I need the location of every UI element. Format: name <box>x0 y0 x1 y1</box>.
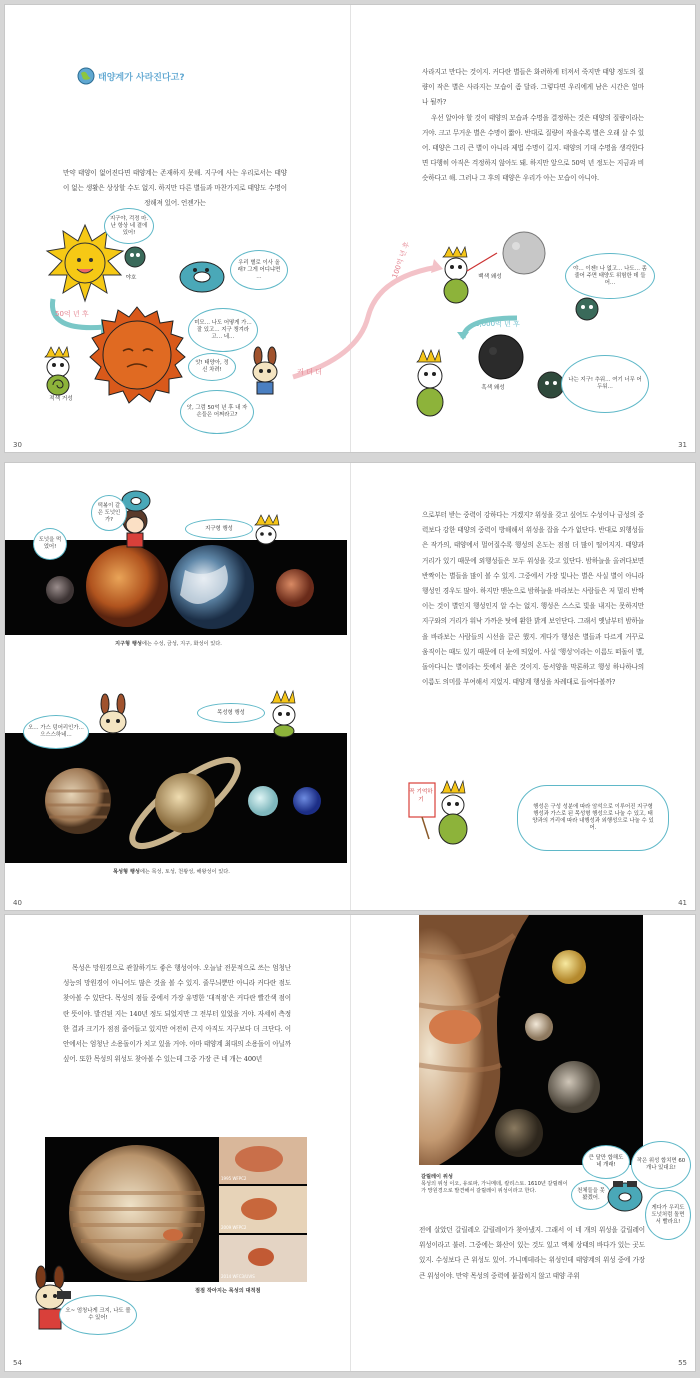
black-dwarf-illustration <box>477 333 525 381</box>
speech-bubble: 나는 지구! 추워… 여기 너무 어두워… <box>561 355 649 413</box>
body-text-left: 만약 태양이 없어진다면 태양계는 존재하지 못해. 지구에 사는 우리로서는 태양이 없는 생활은 상상할 수도 없지. 하지만 다른 별들과 마찬가지로 태양도 수명이 정해져 있어. 언젠가는 <box>63 169 287 208</box>
label-after: 1,000억 년 후 <box>475 320 520 328</box>
mercury <box>46 576 74 604</box>
guide-character <box>41 347 75 397</box>
caption-bold: 지구형 행성 <box>115 641 142 647</box>
image-label: 1995 WFPC2 <box>221 1176 247 1181</box>
caption-text: 에는 목성, 토성, 천왕성, 해왕성이 있다. <box>139 869 230 875</box>
photo-caption: 점점 작아지는 목성의 대적점 <box>195 1288 261 1294</box>
label-black-dwarf: 흑색 왜성 <box>481 385 505 391</box>
galilean-moons-photo <box>419 915 643 1165</box>
gutter <box>350 915 351 1371</box>
io <box>552 950 586 984</box>
speech-bubble: 우리 별로 이사 올래? 그게 어디냐면 … <box>230 250 288 290</box>
handwritten-note: 야호 <box>125 275 137 281</box>
rabbit-character <box>248 348 282 398</box>
speech-bubble: 지구야, 걱정 마. 난 항상 네 곁에 있어! <box>104 208 154 244</box>
reminder-sign: 꼭 기억하기 <box>409 789 433 803</box>
body-text-right <box>422 65 644 219</box>
europa <box>525 1013 553 1041</box>
speech-bubble: 큰 달만 합해도 네 개래! <box>582 1145 630 1179</box>
paragraph: 사라지고 만다는 것이지. 커다란 별들은 화려하게 터져서 죽지만 태양 정도의 질량이 작은 별은 사라지는 모습이 좀 달라. 그렇다면 우리에게 남은 시간은 얼마나 될까? <box>422 68 644 107</box>
speech-bubble: 작은 위성 합치면 60개나 있대요! <box>631 1141 691 1189</box>
spread-pages-54-55 <box>4 914 696 1372</box>
speech-bubble: 지구형 행성 <box>185 519 253 539</box>
donut-character <box>605 1175 645 1215</box>
label-white-dwarf: 백색 왜성 <box>478 274 502 280</box>
gutter <box>350 463 351 910</box>
label-after: 50억 년 후 <box>55 310 89 318</box>
callisto <box>495 1109 543 1157</box>
body-text-left <box>63 961 291 1121</box>
speech-bubble: 야… 이젠! 나 없고… 나도… 좀 줄어 주면 태양도 위험한 데 들어… <box>565 253 655 299</box>
section-title: 태양계가 사라진다고? <box>98 73 185 83</box>
label-red-giant: 적색 거성 <box>49 396 73 402</box>
caption-bold: 목성형 행성 <box>113 869 140 875</box>
speech-bubble: 앗! 태양아, 정신 차려! <box>188 353 236 381</box>
red-giant-illustration <box>87 305 187 405</box>
guide-character <box>265 691 305 735</box>
page-number: 55 <box>678 1359 687 1367</box>
image-label: 2014 WFC3/UVIS <box>221 1274 255 1279</box>
guide-character <box>437 247 475 307</box>
spread-pages-40-41 <box>4 462 696 911</box>
white-dwarf-illustration <box>501 230 547 276</box>
caption-text: 목성의 위성 이오, 유로파, 가니메데, 칼리스토. 1610년 갈릴레이가 망원경으로 발견해서 갈릴레이 위성이라고 한다. <box>421 1181 568 1194</box>
speech-bubble: 오~ 엄청나게 크지, 나도 볼 수 있어! <box>59 1295 137 1335</box>
jovian-planets-photo <box>5 733 347 863</box>
venus <box>86 545 168 627</box>
page-number: 31 <box>678 441 687 449</box>
earth-character <box>573 295 601 323</box>
image-label: 2009 WFPC2 <box>221 1225 247 1230</box>
jupiter <box>45 768 111 834</box>
guide-character <box>251 515 281 549</box>
speech-bubble: 앗, 그럼 50억 년 후 내 자손들은 어쩌라고? <box>180 390 254 434</box>
caption-text: 에는 수성, 금성, 지구, 화성이 있다. <box>141 641 222 647</box>
speech-bubble: 도넛을 먹었어! <box>33 528 67 560</box>
rabbit-character <box>93 695 133 741</box>
red-spot-series <box>219 1137 307 1282</box>
guide-character <box>409 350 453 420</box>
donut-character <box>177 257 227 297</box>
speech-bubble: 천체들을 못 봤겠어. <box>571 1180 611 1210</box>
great-red-spot <box>429 1010 481 1044</box>
body-text-right: 전에 살았던 갈릴레오 갈릴레이가 찾아냈지. 그래서 이 네 개의 위성을 갈릴레이 위성이라고 불러. 그중에는 화산이 있는 것도 있고 액체 상태의 바다가 있는 곳도 있지. 수성보다 큰 위성도 있어. 가니메데라는 위성인데 태양계의 위성 중에 가장 큰 위성이야. 만약 목성의 중력에 붙잡히지 않고 태양 주위 <box>419 1226 645 1280</box>
memo-bubble: 행성은 구성 성분에 따라 암석으로 이루어진 지구형 행성과 가스로 된 목성형 행성으로 나눌 수 있고, 태양과의 거리에 따라 내행성과 외행성으로 나눌 수 있어. <box>517 785 669 851</box>
caption-title: 갈릴레이 위성 <box>421 1174 453 1180</box>
great-red-spot <box>163 1229 183 1241</box>
jupiter <box>69 1145 205 1281</box>
arrow-label: 커 더 더 <box>297 368 322 376</box>
speech-bubble: 목성형 행성 <box>197 703 265 723</box>
photo-caption <box>113 868 230 875</box>
page-number: 54 <box>13 1359 22 1367</box>
speech-bubble: 미모… 나도 어떻게 가… 잘 있고… 지구 챙겨라고… 네… <box>188 308 258 352</box>
speech-bubble: 게다가 우리도 도넛처럼 돌면서 빨라요! <box>645 1190 691 1240</box>
uranus <box>248 786 278 816</box>
earth-character <box>123 245 147 271</box>
mars <box>276 569 314 607</box>
ganymede <box>548 1061 600 1113</box>
red-spot-panels <box>219 1137 307 1282</box>
neptune <box>293 787 321 815</box>
paragraph: 우선 알아야 할 것이 태양의 모습과 수명을 결정하는 것은 태양의 질량이라는 거야. 크고 무거운 별은 수명이 짧아. 반대로 질량이 작을수록 별은 오래 살 수 있어. 태양은 그리 큰 별이 아니라 제법 수명이 길지. 태양의 기대 수명을 생각한다면 다행히 아직은 걱정하지 않아도 돼. 하지만 앞으로 50억 년 정도는 지금과 비슷하다고 해. 그러나 그 후의 태양은 우리가 아는 모습이 아니야. <box>422 113 644 183</box>
page-number: 40 <box>13 899 22 907</box>
spread-pages-30-31 <box>4 4 696 453</box>
globe-icon <box>77 67 95 85</box>
page-number: 41 <box>678 899 687 907</box>
speech-bubble: 오… 가스 덩어리인가… 으스스하네… <box>23 715 89 749</box>
saturn <box>155 773 215 833</box>
speech-bubble: 떡볶이 같은 도넛인가? <box>91 495 127 531</box>
galilean-moons <box>419 915 643 1165</box>
photo-caption <box>115 640 222 647</box>
paragraph: 목성은 망원경으로 관찰하기도 좋은 행성이야. 오늘날 전문적으로 쓰는 엄청난 성능의 망원경이 아니어도 많은 것을 볼 수 있지. 줄무늬뿐만 아니라 커다란 점도 찾아볼 수 있단다. 목성의 점들 중에서 가장 유명한 '대적점'은 커다란 빨간색 점이란 뜻이야. 발견된 지는 140년 정도 되었지만 그 전부터 있었을 거야. 자세히 측정한 결과 크기가 점점 줄어들고 있지만 여전히 큰지 아직도 지구보다 더 크단다. 이 안에서는 엄청난 소용돌이가 치고 있을 거야. 아마 태양계 최대의 소용돌이 아닐까 싶어. 또한 목성의 위성도 찾아볼 수 있는데 그중 가장 큰 네 개는 400년 <box>63 964 291 1064</box>
body-text-right: 으로부터 받는 중력이 강하다는 거겠지? 위성을 갖고 싶어도 수성이나 금성의 중력보다 강한 태양의 중력이 방해해서 위성을 잡을 수가 없단다. 반대로 외행성들은 작가의, 태양에서 멀어질수록 행성의 온도는 점점 더 많이 떨어지지. 태양과 거리가 있기 때문에 외행성들은 모두 위성을 갖고 있단다. 밤하늘을 올려다보면 반짝이는 별들을 많이 볼 수 있지. 그중에서 가장 빛나는 별은 사실 별이 아니라 행성인 경우도 많아. 하지만 맨눈으로 밤하늘을 바라보는 사람들은 저 멀리 반짝이는 것이 별인지 행성인지 알 수는 없지. 행성은 스스로 빛을 내지는 못하지만 지구와의 거리가 워낙 가까운 탓에 환한 밝게 보인단다. 그래서 옛날부터 밤하늘을 바라보는 사람들의 시선을 끌곤 했지. 게다가 행성은 별들과 다르게 거꾸로 움직이는 때도 있기 때문에 더 눈에 띄었어. 사실 '행성'이라는 이름도 떠돌이 별, 돌아다니는 별이라는 뜻에서 붙은 것이지. 동서양을 막론하고 행성 하나하나의 이름도 의미를 부여해서 지었지. 태양계 행성을 차례대로 들여다볼까? <box>422 511 644 687</box>
page-number: 30 <box>13 441 22 449</box>
jovian-planets <box>5 733 347 863</box>
label-after: 100억 년 후 <box>390 240 412 280</box>
